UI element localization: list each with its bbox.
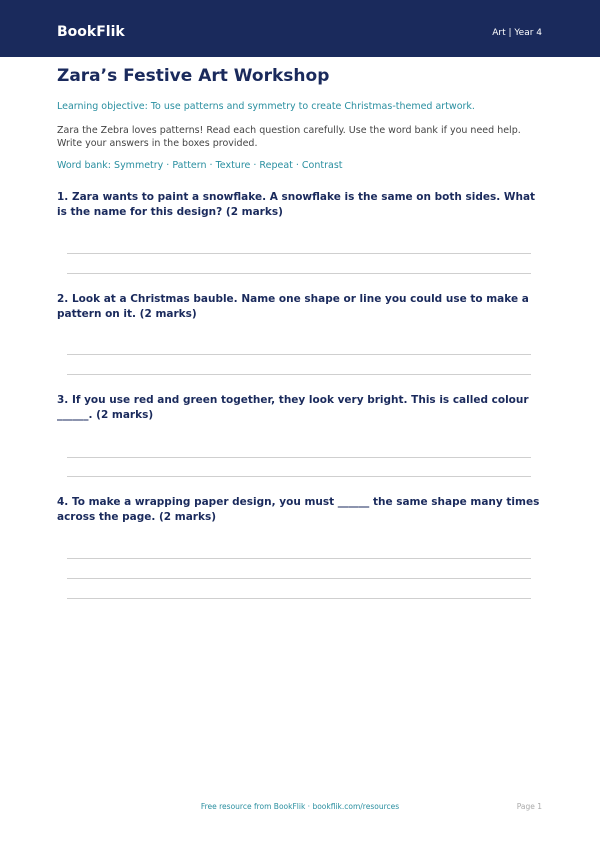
learning-objective: Learning objective: To use patterns and symmetry to create Christmas-themed artwork. [57,101,475,112]
question-1: 1. Zara wants to paint a snowflake. A snowflake is the same on both sides. What is the name for this design? (2 marks) [57,191,536,218]
answer-line-q4-1[interactable] [67,558,531,559]
word-bank: Word bank: Symmetry · Pattern · Texture · Repeat · Contrast [57,160,343,171]
question-4: 4. To make a wrapping paper design, you must ______ the same shape many times across the page. (2 marks) [57,496,540,523]
answer-line-q2-2[interactable] [67,374,531,375]
answer-line-q1-1[interactable] [67,253,531,254]
page-title: Zara’s Festive Art Workshop [57,66,330,86]
answer-line-q1-2[interactable] [67,273,531,274]
question-3: 3. If you use red and green together, they look very bright. This is called colour ______. (2 marks) [57,394,529,421]
answer-line-q2-1[interactable] [67,354,531,355]
answer-line-q3-1[interactable] [67,457,531,458]
brand-logo[interactable]: BookFlik [57,24,125,40]
answer-line-q3-2[interactable] [67,476,531,477]
subject-label: Art | Year 4 [492,28,542,38]
header-bar [0,0,600,57]
page-number: Page 1 [516,802,542,811]
intro-text: Zara the Zebra loves patterns! Read each question carefully. Use the word bank if you need help. Write your answers in the boxes provided. [57,125,521,149]
footer-credit[interactable]: Free resource from BookFlik · bookflik.com/resources [200,802,400,811]
answer-line-q4-3[interactable] [67,598,531,599]
answer-line-q4-2[interactable] [67,578,531,579]
question-2: 2. Look at a Christmas bauble. Name one shape or line you could use to make a pattern on it. (2 marks) [57,293,529,320]
